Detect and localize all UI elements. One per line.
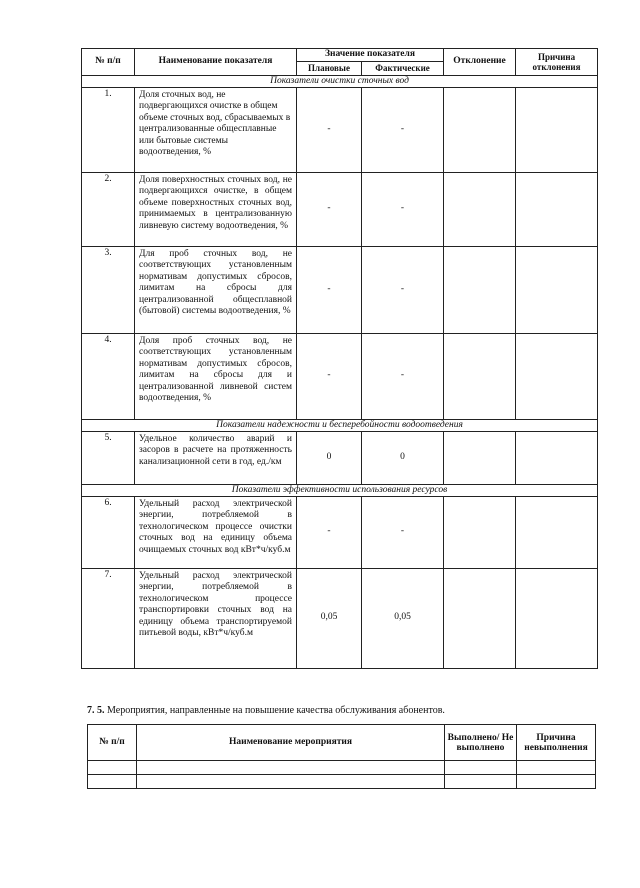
row-num: 4. [82,333,135,419]
header-planned: Плановые [297,61,362,75]
row-planned: - [297,87,362,172]
table-row [88,761,596,775]
header-num: № п/п [82,49,135,76]
events-cell [517,775,596,789]
section-title: Показатели надежности и бесперебойности водоотведения [82,419,598,431]
indicators-table [81,48,598,669]
row-deviation [444,333,516,419]
row-actual: 0,05 [362,568,444,668]
events-cell [445,761,517,775]
row-deviation [444,568,516,668]
events-caption [87,705,445,716]
events-caption-number: 7. 5. [87,705,105,716]
row-name: Удельное количество аварий и засоров в расчете на протяженность канализационной сети в год, ед./км [135,431,297,484]
row-deviation [444,431,516,484]
row-reason [516,568,598,668]
events-cell [88,775,137,789]
row-planned: - [297,496,362,568]
row-planned: - [297,246,362,333]
header-value-group: Значение показателя [297,49,444,62]
events-cell [445,775,517,789]
header-reason: Причина отклонения [516,49,598,76]
row-actual: 0 [362,431,444,484]
row-planned: 0,05 [297,568,362,668]
section-title: Показатели эффективности использования ресурсов [82,484,598,496]
table-row [82,246,598,333]
row-actual: - [362,496,444,568]
table-row [82,568,598,668]
row-actual: - [362,172,444,246]
events-table [87,724,596,789]
table-row [82,333,598,419]
row-deviation [444,496,516,568]
row-actual: - [362,333,444,419]
row-deviation [444,87,516,172]
table-row [82,87,598,172]
row-planned: 0 [297,431,362,484]
table-row [88,775,596,789]
events-cell [517,761,596,775]
row-num: 5. [82,431,135,484]
row-deviation [444,172,516,246]
section-title: Показатели очистки сточных вод [82,75,598,87]
row-name: Для проб сточных вод, не соответствующих установленным нормативам допустимых сбросов, лимитам на сбросы для централизованной общесплавной (бытовой) системы водоотведения, % [135,246,297,333]
row-num: 6. [82,496,135,568]
row-name: Доля поверхностных сточных вод, не подвергающихся очистке, в общем объеме поверхностных сточных вод, принимаемых в централизованную ливневую систему водоотведения, % [135,172,297,246]
table-row [82,496,598,568]
row-actual: - [362,87,444,172]
row-name: Доля проб сточных вод, не соответствующих установленным нормативам допустимых сбросов, лимитам на сбросы для и централизованной ливневой систем водоотведения, % [135,333,297,419]
events-header-done: Выполнено/ Не выполнено [445,725,517,761]
table-row [82,172,598,246]
row-reason [516,496,598,568]
events-cell [137,761,445,775]
row-num: 7. [82,568,135,668]
header-deviation: Отклонение [444,49,516,76]
row-reason [516,246,598,333]
row-num: 1. [82,87,135,172]
events-header-reason: Причина невыполнения [517,725,596,761]
row-name: Удельный расход электрической энергии, потребляемой в технологическом процессе транспортировки сточных вод на единицу объема транспортируемой питьевой воды, кВт*ч/куб.м [135,568,297,668]
events-cell [88,761,137,775]
row-reason [516,431,598,484]
header-actual: Фактические [362,61,444,75]
row-reason [516,172,598,246]
events-header-num: № п/п [88,725,137,761]
header-name: Наименование показателя [135,49,297,76]
row-num: 3. [82,246,135,333]
events-caption-text: Мероприятия, направленные на повышение качества обслуживания абонентов. [104,705,445,716]
row-name: Удельный расход электрической энергии, потребляемой в технологическом процессе очистки сточных вод на единицу объема очищаемых сточных вод кВт*ч/куб.м [135,496,297,568]
row-planned: - [297,172,362,246]
events-cell [137,775,445,789]
row-planned: - [297,333,362,419]
row-reason [516,87,598,172]
table-row [82,431,598,484]
events-header-name: Наименование мероприятия [137,725,445,761]
row-deviation [444,246,516,333]
row-reason [516,333,598,419]
row-actual: - [362,246,444,333]
row-name: Доля сточных вод, не подвергающихся очистке в общем объеме сточных вод, сбрасываемых в централизованные общесплавные или бытовые системы водоотведения, % [135,87,297,172]
row-num: 2. [82,172,135,246]
